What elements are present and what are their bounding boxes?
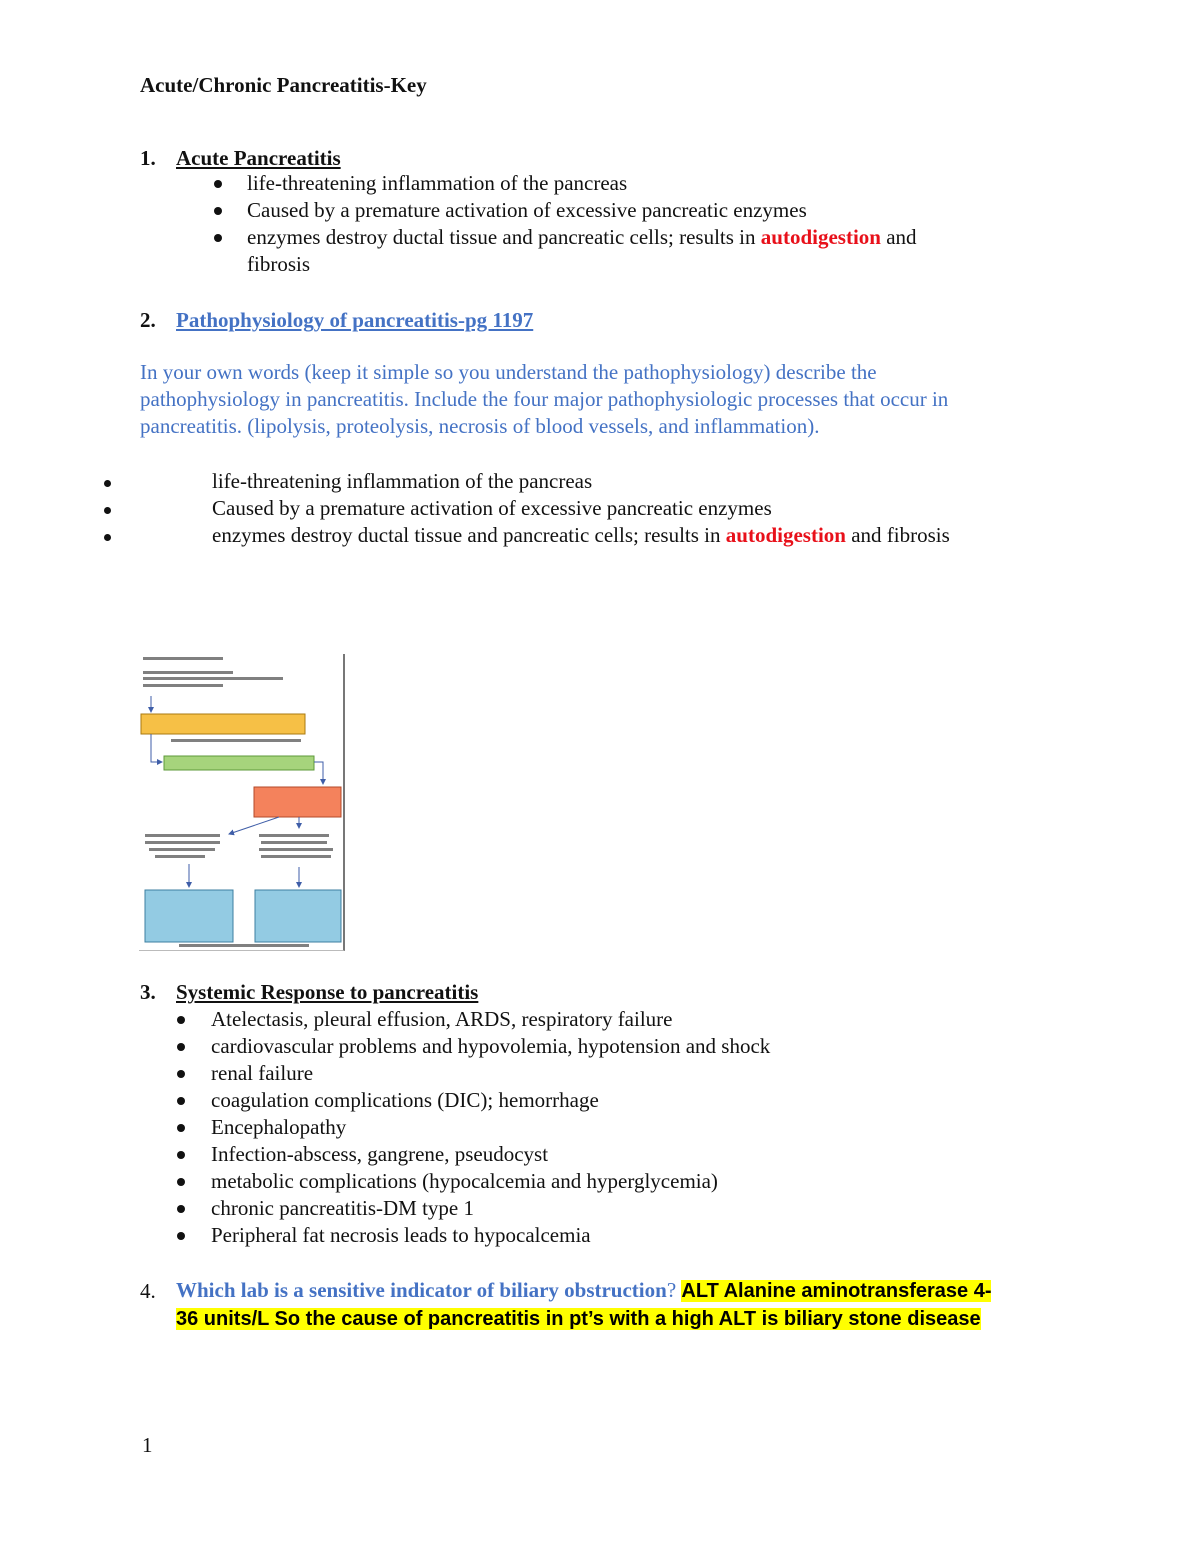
box-autodigestion <box>164 756 314 770</box>
flowchart-graphic <box>139 654 343 950</box>
bullet-icon <box>177 1016 185 1024</box>
illegible-text-mark <box>145 841 220 844</box>
lab-question: Which lab is a sensitive indicator of biliary obstruction <box>176 1278 667 1302</box>
bullet-icon <box>214 234 222 242</box>
illegible-text-mark <box>261 841 327 844</box>
s3-bullet: cardiovascular problems and hypovolemia, hypotension and shock <box>211 1034 771 1058</box>
bullet-icon <box>104 507 111 514</box>
answer-highlight-1: ALT Alanine aminotransferase 4- <box>681 1280 992 1302</box>
s1-bullet-3: enzymes destroy ductal tissue and pancreatic cells; results in autodigestion and <box>247 225 917 249</box>
bullet-icon <box>177 1070 185 1078</box>
bullet-icon <box>177 1043 185 1051</box>
box-shock <box>145 890 233 942</box>
page-number: 1 <box>142 1433 153 1457</box>
section-4-line-1: Which lab is a sensitive indicator of biliary obstruction? ALT Alanine aminotransferase 4- <box>176 1278 992 1302</box>
autodigestion-term: autodigestion <box>760 225 881 249</box>
s1-bullet-1: life-threatening inflammation of the pancreas <box>247 171 628 195</box>
document-title: Acute/Chronic Pancreatitis-Key <box>140 73 427 97</box>
illegible-text-mark <box>259 834 329 837</box>
s3-bullet: Infection-abscess, gangrene, pseudocyst <box>211 1142 549 1166</box>
s1-bullet-2: Caused by a premature activation of excessive pancreatic enzymes <box>247 198 807 222</box>
bullet-icon <box>104 534 111 541</box>
autodigestion-term: autodigestion <box>725 523 846 547</box>
bullet-icon <box>177 1151 185 1159</box>
s2-prompt-line-2: pathophysiology in pancreatitis. Include the four major pathophysiologic processes that occur in <box>140 387 949 411</box>
section-1-number: 1. <box>140 146 156 170</box>
section-2-heading: Pathophysiology of pancreatitis-pg 1197 <box>176 308 534 332</box>
illegible-text-mark <box>259 848 333 851</box>
section-3-heading: Systemic Response to pancreatitis <box>176 980 479 1004</box>
s2-bullet-3: enzymes destroy ductal tissue and pancreatic cells; results in autodigestion and fibrosis <box>212 523 950 547</box>
section-4-number: 4. <box>140 1279 156 1303</box>
s3-bullet: chronic pancreatitis-DM type 1 <box>211 1196 474 1220</box>
illegible-text-mark <box>261 855 331 858</box>
s3-bullet: renal failure <box>211 1061 314 1085</box>
s2-prompt-line-3: pancreatitis. (lipolysis, proteolysis, necrosis of blood vessels, and inflammation). <box>140 414 820 438</box>
illegible-text-mark <box>179 944 309 947</box>
s3-bullet: Peripheral fat necrosis leads to hypocalcemia <box>211 1223 591 1247</box>
illegible-text-mark <box>143 671 233 674</box>
bullet-icon <box>177 1205 185 1213</box>
illegible-text-mark <box>143 657 223 660</box>
s3-bullet: Atelectasis, pleural effusion, ARDS, respiratory failure <box>211 1007 673 1031</box>
bullet-icon <box>214 180 222 188</box>
illegible-text-mark <box>145 834 220 837</box>
bullet-icon <box>214 207 222 215</box>
s1-bullet-3-continuation: fibrosis <box>247 252 310 276</box>
s3-bullet: Encephalopathy <box>211 1115 347 1139</box>
s2-prompt-line-1: In your own words (keep it simple so you understand the pathophysiology) describe the <box>140 360 877 384</box>
bullet-icon <box>177 1232 185 1240</box>
s2-bullet-2: Caused by a premature activation of excessive pancreatic enzymes <box>212 496 772 520</box>
s3-bullet: coagulation complications (DIC); hemorrhage <box>211 1088 599 1112</box>
section-3-number: 3. <box>140 980 156 1004</box>
box-activation <box>141 714 305 734</box>
bullet-icon <box>104 480 111 487</box>
section-4-line-2 <box>176 1306 981 1331</box>
s2-bullet-1: life-threatening inflammation of the pancreas <box>212 469 593 493</box>
illegible-text-mark <box>143 684 223 687</box>
bullet-icon <box>177 1178 185 1186</box>
s3-bullet: metabolic complications (hypocalcemia and hyperglycemia) <box>211 1169 718 1193</box>
answer-highlight-2: 36 units/L So the cause of pancreatitis in pt’s with a high ALT is biliary stone disease <box>176 1308 981 1330</box>
bullet-icon <box>177 1097 185 1105</box>
section-1-heading: Acute Pancreatitis <box>176 146 341 170</box>
pancreatitis-flowchart-figure <box>139 654 345 951</box>
bullet-icon <box>177 1124 185 1132</box>
box-necrosis <box>254 787 341 817</box>
section-2-number: 2. <box>140 308 156 332</box>
illegible-text-mark <box>149 848 215 851</box>
illegible-text-mark <box>155 855 205 858</box>
illegible-text-mark <box>171 739 301 742</box>
illegible-text-mark <box>143 677 283 680</box>
box-hemorrhage <box>255 890 341 942</box>
